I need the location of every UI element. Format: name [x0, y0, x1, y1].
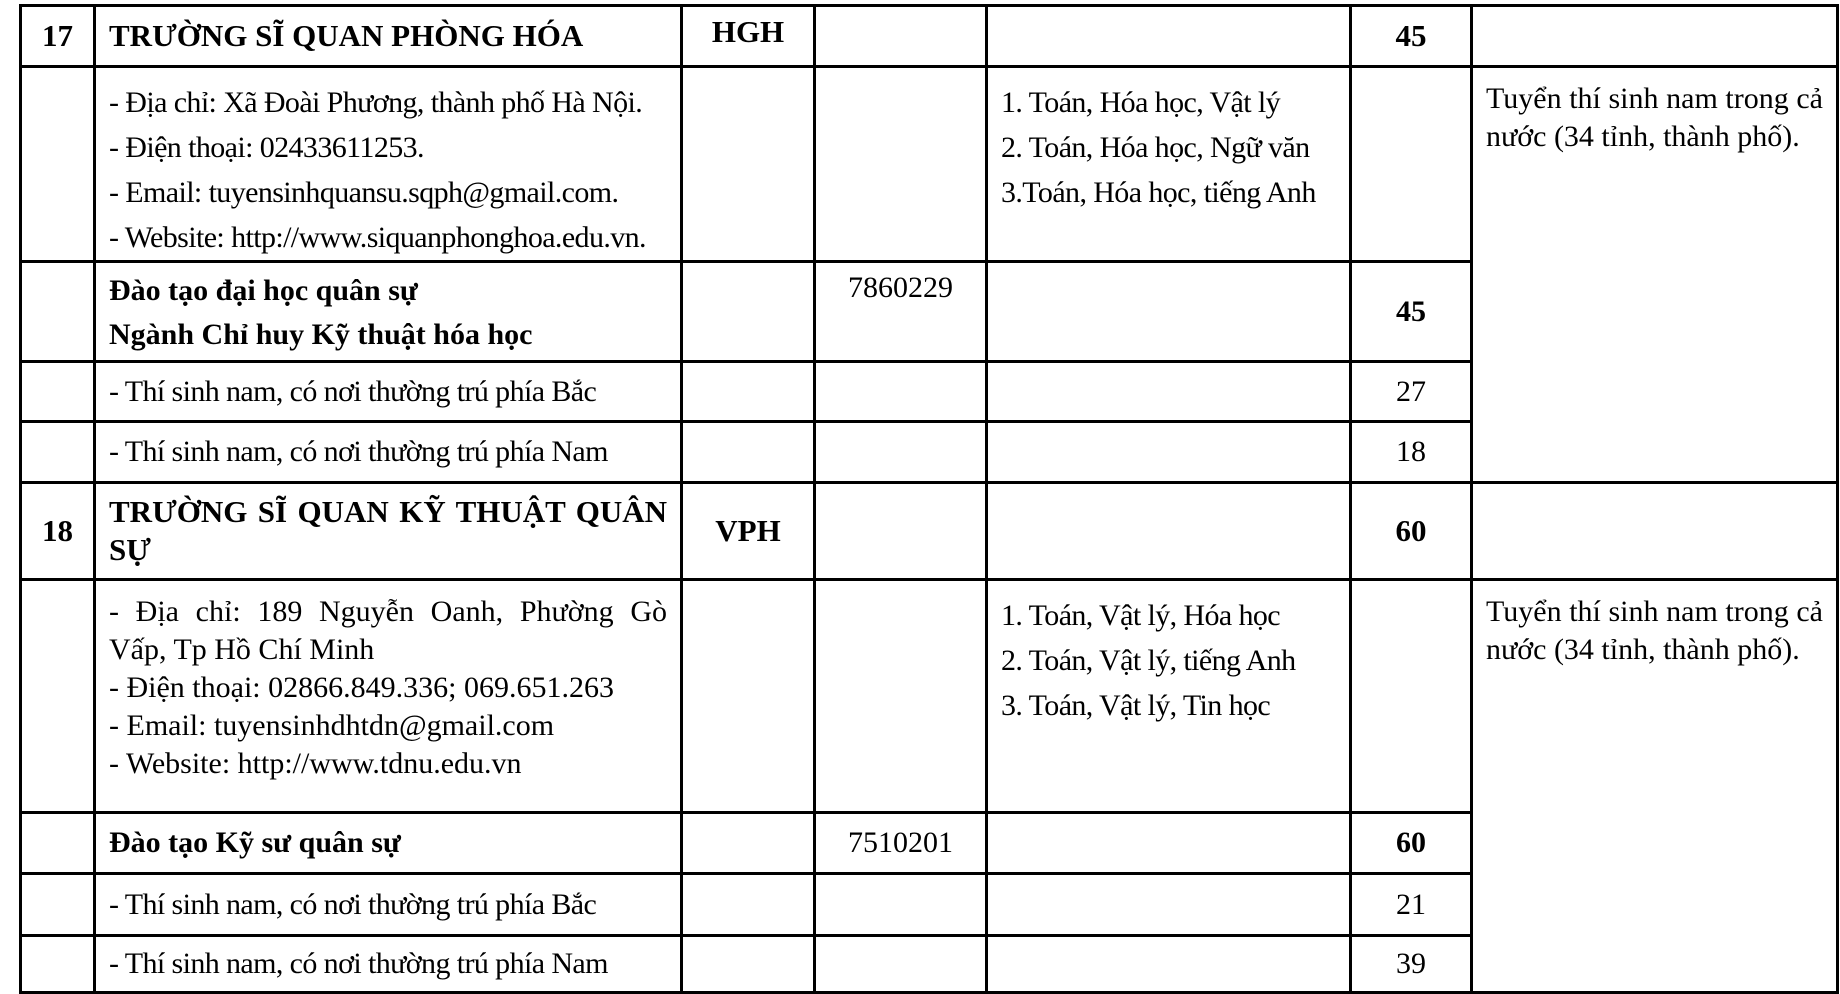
school-code: HGH: [682, 6, 815, 67]
subject-combo-cell: [987, 874, 1351, 936]
subject-combo-item: 1. Toán, Hóa học, Vật lý: [1001, 86, 1281, 119]
quota-total: 45: [1351, 6, 1472, 67]
website-line: - Website: http://www.siquanphonghoa.edu.vn.: [109, 221, 646, 254]
contact-info: [95, 580, 682, 813]
program-quota: 45: [1351, 262, 1472, 362]
school-code-cell: [682, 67, 815, 262]
subject-combo-cell: [987, 422, 1351, 483]
contact-row: [21, 67, 1838, 262]
admissions-table: [19, 4, 1839, 994]
quota-cell: [1351, 67, 1472, 262]
program-title-line: Ngành Chỉ huy Kỹ thuật hóa học: [109, 318, 533, 351]
stt-cell: [21, 874, 95, 936]
note: Tuyển thí sinh nam trong cả nước (34 tỉnh, thành phố).: [1472, 67, 1838, 483]
subject-combos: [987, 580, 1351, 813]
major-code-cell: [815, 936, 987, 993]
school-header-row: [21, 6, 1838, 67]
major-code-cell: [815, 422, 987, 483]
major-code-cell: [815, 67, 987, 262]
sub-quota-label: - Thí sinh nam, có nơi thường trú phía Bắc: [95, 874, 682, 936]
program-quota: 60: [1351, 813, 1472, 874]
subject-combo-cell: [987, 813, 1351, 874]
note-cell: [1472, 6, 1838, 67]
sub-quota-label: - Thí sinh nam, có nơi thường trú phía Nam: [95, 936, 682, 993]
stt-cell: [21, 813, 95, 874]
major-code-cell: [815, 874, 987, 936]
school-name: TRƯỜNG SĨ QUAN PHÒNG HÓA: [95, 6, 682, 67]
subject-combo-item: 3. Toán, Vật lý, Tin học: [1001, 689, 1271, 722]
subject-combo-cell: [987, 362, 1351, 422]
address-line: - Địa chỉ: Xã Đoài Phương, thành phố Hà Nội.: [109, 86, 643, 119]
note-cell: [1472, 483, 1838, 580]
note: Tuyển thí sinh nam trong cả nước (34 tỉnh, thành phố).: [1472, 580, 1838, 993]
major-code-cell: [815, 362, 987, 422]
school-header-row: [21, 483, 1838, 580]
stt-cell: [21, 936, 95, 993]
program-title: [95, 262, 682, 362]
subject-combo-item: 3.Toán, Hóa học, tiếng Anh: [1001, 176, 1316, 209]
school-code-cell: [682, 422, 815, 483]
subject-combo-cell: [987, 936, 1351, 993]
sub-quota-value: 18: [1351, 422, 1472, 483]
sub-quota-value: 39: [1351, 936, 1472, 993]
contact-info: [95, 67, 682, 262]
school-code-cell: [682, 874, 815, 936]
stt-cell: [21, 262, 95, 362]
stt-cell: [21, 362, 95, 422]
phone-line: - Điện thoại: 02433611253.: [109, 131, 424, 164]
subject-combos: [987, 67, 1351, 262]
school-code-cell: [682, 262, 815, 362]
major-code-cell: [815, 580, 987, 813]
subject-combo-item: 2. Toán, Hóa học, Ngữ văn: [1001, 131, 1310, 164]
sub-quota-value: 27: [1351, 362, 1472, 422]
stt-cell: 18: [21, 483, 95, 580]
program-title: Đào tạo Kỹ sư quân sự: [95, 813, 682, 874]
subject-combo-cell: [987, 262, 1351, 362]
sub-quota-label: - Thí sinh nam, có nơi thường trú phía Bắc: [95, 362, 682, 422]
major-code-cell: [815, 483, 987, 580]
sub-quota-value: 21: [1351, 874, 1472, 936]
school-code-cell: [682, 936, 815, 993]
quota-cell: [1351, 580, 1472, 813]
school-code-cell: [682, 580, 815, 813]
school-code-cell: [682, 362, 815, 422]
sub-quota-label: - Thí sinh nam, có nơi thường trú phía Nam: [95, 422, 682, 483]
quota-total: 60: [1351, 483, 1472, 580]
website-line: - Website: http://www.tdnu.edu.vn: [109, 747, 522, 780]
school-name: TRƯỜNG SĨ QUAN KỸ THUẬT QUÂN SỰ: [95, 483, 682, 580]
program-title-line: Đào tạo đại học quân sự: [109, 274, 418, 307]
contact-row: [21, 580, 1838, 813]
subject-combo-item: 1. Toán, Vật lý, Hóa học: [1001, 599, 1281, 632]
subject-combo-item: 2. Toán, Vật lý, tiếng Anh: [1001, 644, 1296, 677]
stt-cell: [21, 422, 95, 483]
stt-cell: 17: [21, 6, 95, 67]
stt-cell: [21, 67, 95, 262]
email-line: - Email: tuyensinhquansu.sqph@gmail.com.: [109, 176, 619, 209]
subject-combo-cell: [987, 483, 1351, 580]
phone-line: - Điện thoại: 02866.849.336; 069.651.263: [109, 671, 614, 704]
school-code: VPH: [682, 483, 815, 580]
stt-cell: [21, 580, 95, 813]
major-code: 7510201: [815, 813, 987, 874]
email-line: - Email: tuyensinhdhtdn@gmail.com: [109, 709, 555, 742]
major-code: 7860229: [815, 262, 987, 362]
major-code-cell: [815, 6, 987, 67]
address-line: - Địa chỉ: 189 Nguyễn Oanh, Phường Gò Vấp, Tp Hồ Chí Minh: [109, 595, 667, 666]
subject-combo-cell: [987, 6, 1351, 67]
school-code-cell: [682, 813, 815, 874]
